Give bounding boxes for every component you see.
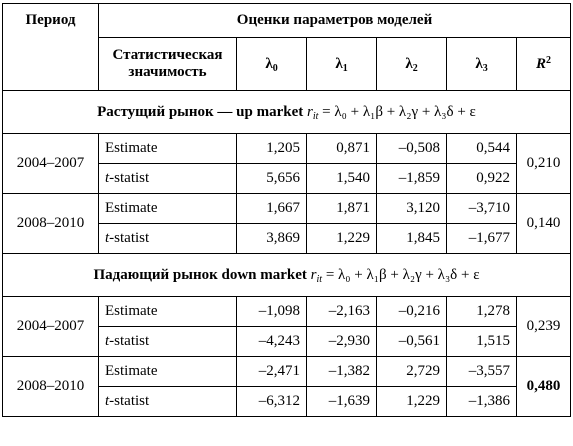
statistic-label-cell — [99, 134, 237, 164]
statistic-label-cell — [99, 164, 237, 194]
period-cell: 2004–2007 — [3, 297, 99, 357]
statistic-label-cell — [99, 357, 237, 387]
lambda2-value-cell: 1,229 — [377, 387, 447, 417]
lambda0-header: $\lambda_0$ — [237, 38, 307, 91]
statistic-label: -statist — [109, 170, 150, 186]
statistic-label-prefix: t — [105, 333, 110, 349]
lambda1-value-cell: –2,163 — [307, 297, 377, 327]
lambda1-value-cell: –2,930 — [307, 327, 377, 357]
section-title-text: Падающий рынок down market — [93, 266, 307, 283]
statistic-label: -statist — [109, 230, 150, 246]
r-squared-cell: 0,210 — [517, 134, 571, 194]
parameter-estimates-header: Оценки параметров моделей — [99, 4, 571, 38]
lambda0-value-cell: 1,667 — [237, 194, 307, 224]
lambda2-value-cell: –0,508 — [377, 134, 447, 164]
lambda3-value-cell: –1,677 — [447, 224, 517, 254]
r-squared-cell: 0,140 — [517, 194, 571, 254]
statistic-label: Estimate — [105, 200, 158, 216]
lambda3-value-cell: 1,278 — [447, 297, 517, 327]
lambda1-value-cell: 1,229 — [307, 224, 377, 254]
stat-significance-header: Статистическая значимость — [99, 38, 237, 91]
lambda1-value-cell: –1,382 — [307, 357, 377, 387]
lambda1-header: $\lambda_1$ — [307, 38, 377, 91]
statistic-label-prefix: t — [105, 393, 110, 409]
table-body — [3, 91, 571, 417]
formula-rhs: = λ₀ + λ₁β + λ₂γ + λ₃δ + ε — [318, 103, 476, 120]
statistic-label: Estimate — [105, 363, 158, 379]
lambda0-value-cell: –4,243 — [237, 327, 307, 357]
lambda0-value-cell: 1,205 — [237, 134, 307, 164]
section-title-row — [3, 254, 571, 297]
lambda3-value-cell: 1,515 — [447, 327, 517, 357]
lambda2-header: $\lambda_2$ — [377, 38, 447, 91]
lambda3-value-cell: 0,544 — [447, 134, 517, 164]
lambda0-value-cell: –2,471 — [237, 357, 307, 387]
r-squared-cell: 0,239 — [517, 297, 571, 357]
lambda0-value-cell: –1,098 — [237, 297, 307, 327]
lambda1-value-cell: 0,871 — [307, 134, 377, 164]
table-row — [3, 297, 571, 327]
statistic-label-prefix: t — [105, 170, 110, 186]
r-squared-cell: 0,480 — [517, 357, 571, 417]
document-page — [0, 3, 573, 446]
lambda2-value-cell: 3,120 — [377, 194, 447, 224]
statistic-label: Estimate — [105, 303, 158, 319]
lambda0-value-cell: 3,869 — [237, 224, 307, 254]
formula-rhs: = λ₀ + λ₁β + λ₂γ + λ₃δ + ε — [322, 266, 480, 283]
table-row — [3, 194, 571, 224]
period-cell: 2008–2010 — [3, 194, 99, 254]
section-title — [3, 91, 571, 134]
model-parameters-table — [2, 3, 571, 417]
period-cell: 2008–2010 — [3, 357, 99, 417]
lambda0-value-cell: 5,656 — [237, 164, 307, 194]
section-title — [3, 254, 571, 297]
period-cell: 2004–2007 — [3, 134, 99, 194]
statistic-label-cell — [99, 297, 237, 327]
lambda0-value-cell: –6,312 — [237, 387, 307, 417]
formula-lhs: r — [307, 103, 313, 120]
statistic-label: Estimate — [105, 140, 158, 156]
lambda2-value-cell: 1,845 — [377, 224, 447, 254]
table-row — [3, 134, 571, 164]
period-header: Период — [3, 4, 99, 91]
table-row — [3, 357, 571, 387]
lambda3-header: $\lambda_3$ — [447, 38, 517, 91]
lambda3-value-cell: –3,557 — [447, 357, 517, 387]
statistic-label-cell — [99, 224, 237, 254]
statistic-label-cell — [99, 194, 237, 224]
section-title-text: Растущий рынок — up market — [97, 103, 304, 120]
formula-lhs-subscript: it — [316, 273, 323, 285]
statistic-label-cell — [99, 327, 237, 357]
header-row-1 — [3, 4, 571, 38]
lambda2-value-cell: –1,859 — [377, 164, 447, 194]
lambda1-value-cell: 1,871 — [307, 194, 377, 224]
formula-lhs-subscript: it — [312, 110, 319, 122]
formula-lhs: r — [310, 266, 317, 283]
lambda2-value-cell: 2,729 — [377, 357, 447, 387]
lambda1-value-cell: –1,639 — [307, 387, 377, 417]
statistic-label-cell — [99, 387, 237, 417]
r-squared-header: $R^2$ — [517, 38, 571, 91]
lambda3-value-cell: –3,710 — [447, 194, 517, 224]
table-header — [3, 4, 571, 91]
statistic-label: -statist — [109, 393, 150, 409]
section-title-row — [3, 91, 571, 134]
lambda2-value-cell: –0,216 — [377, 297, 447, 327]
statistic-label-prefix: t — [105, 230, 110, 246]
lambda3-value-cell: 0,922 — [447, 164, 517, 194]
statistic-label: -statist — [109, 333, 150, 349]
lambda2-value-cell: –0,561 — [377, 327, 447, 357]
lambda3-value-cell: –1,386 — [447, 387, 517, 417]
lambda1-value-cell: 1,540 — [307, 164, 377, 194]
